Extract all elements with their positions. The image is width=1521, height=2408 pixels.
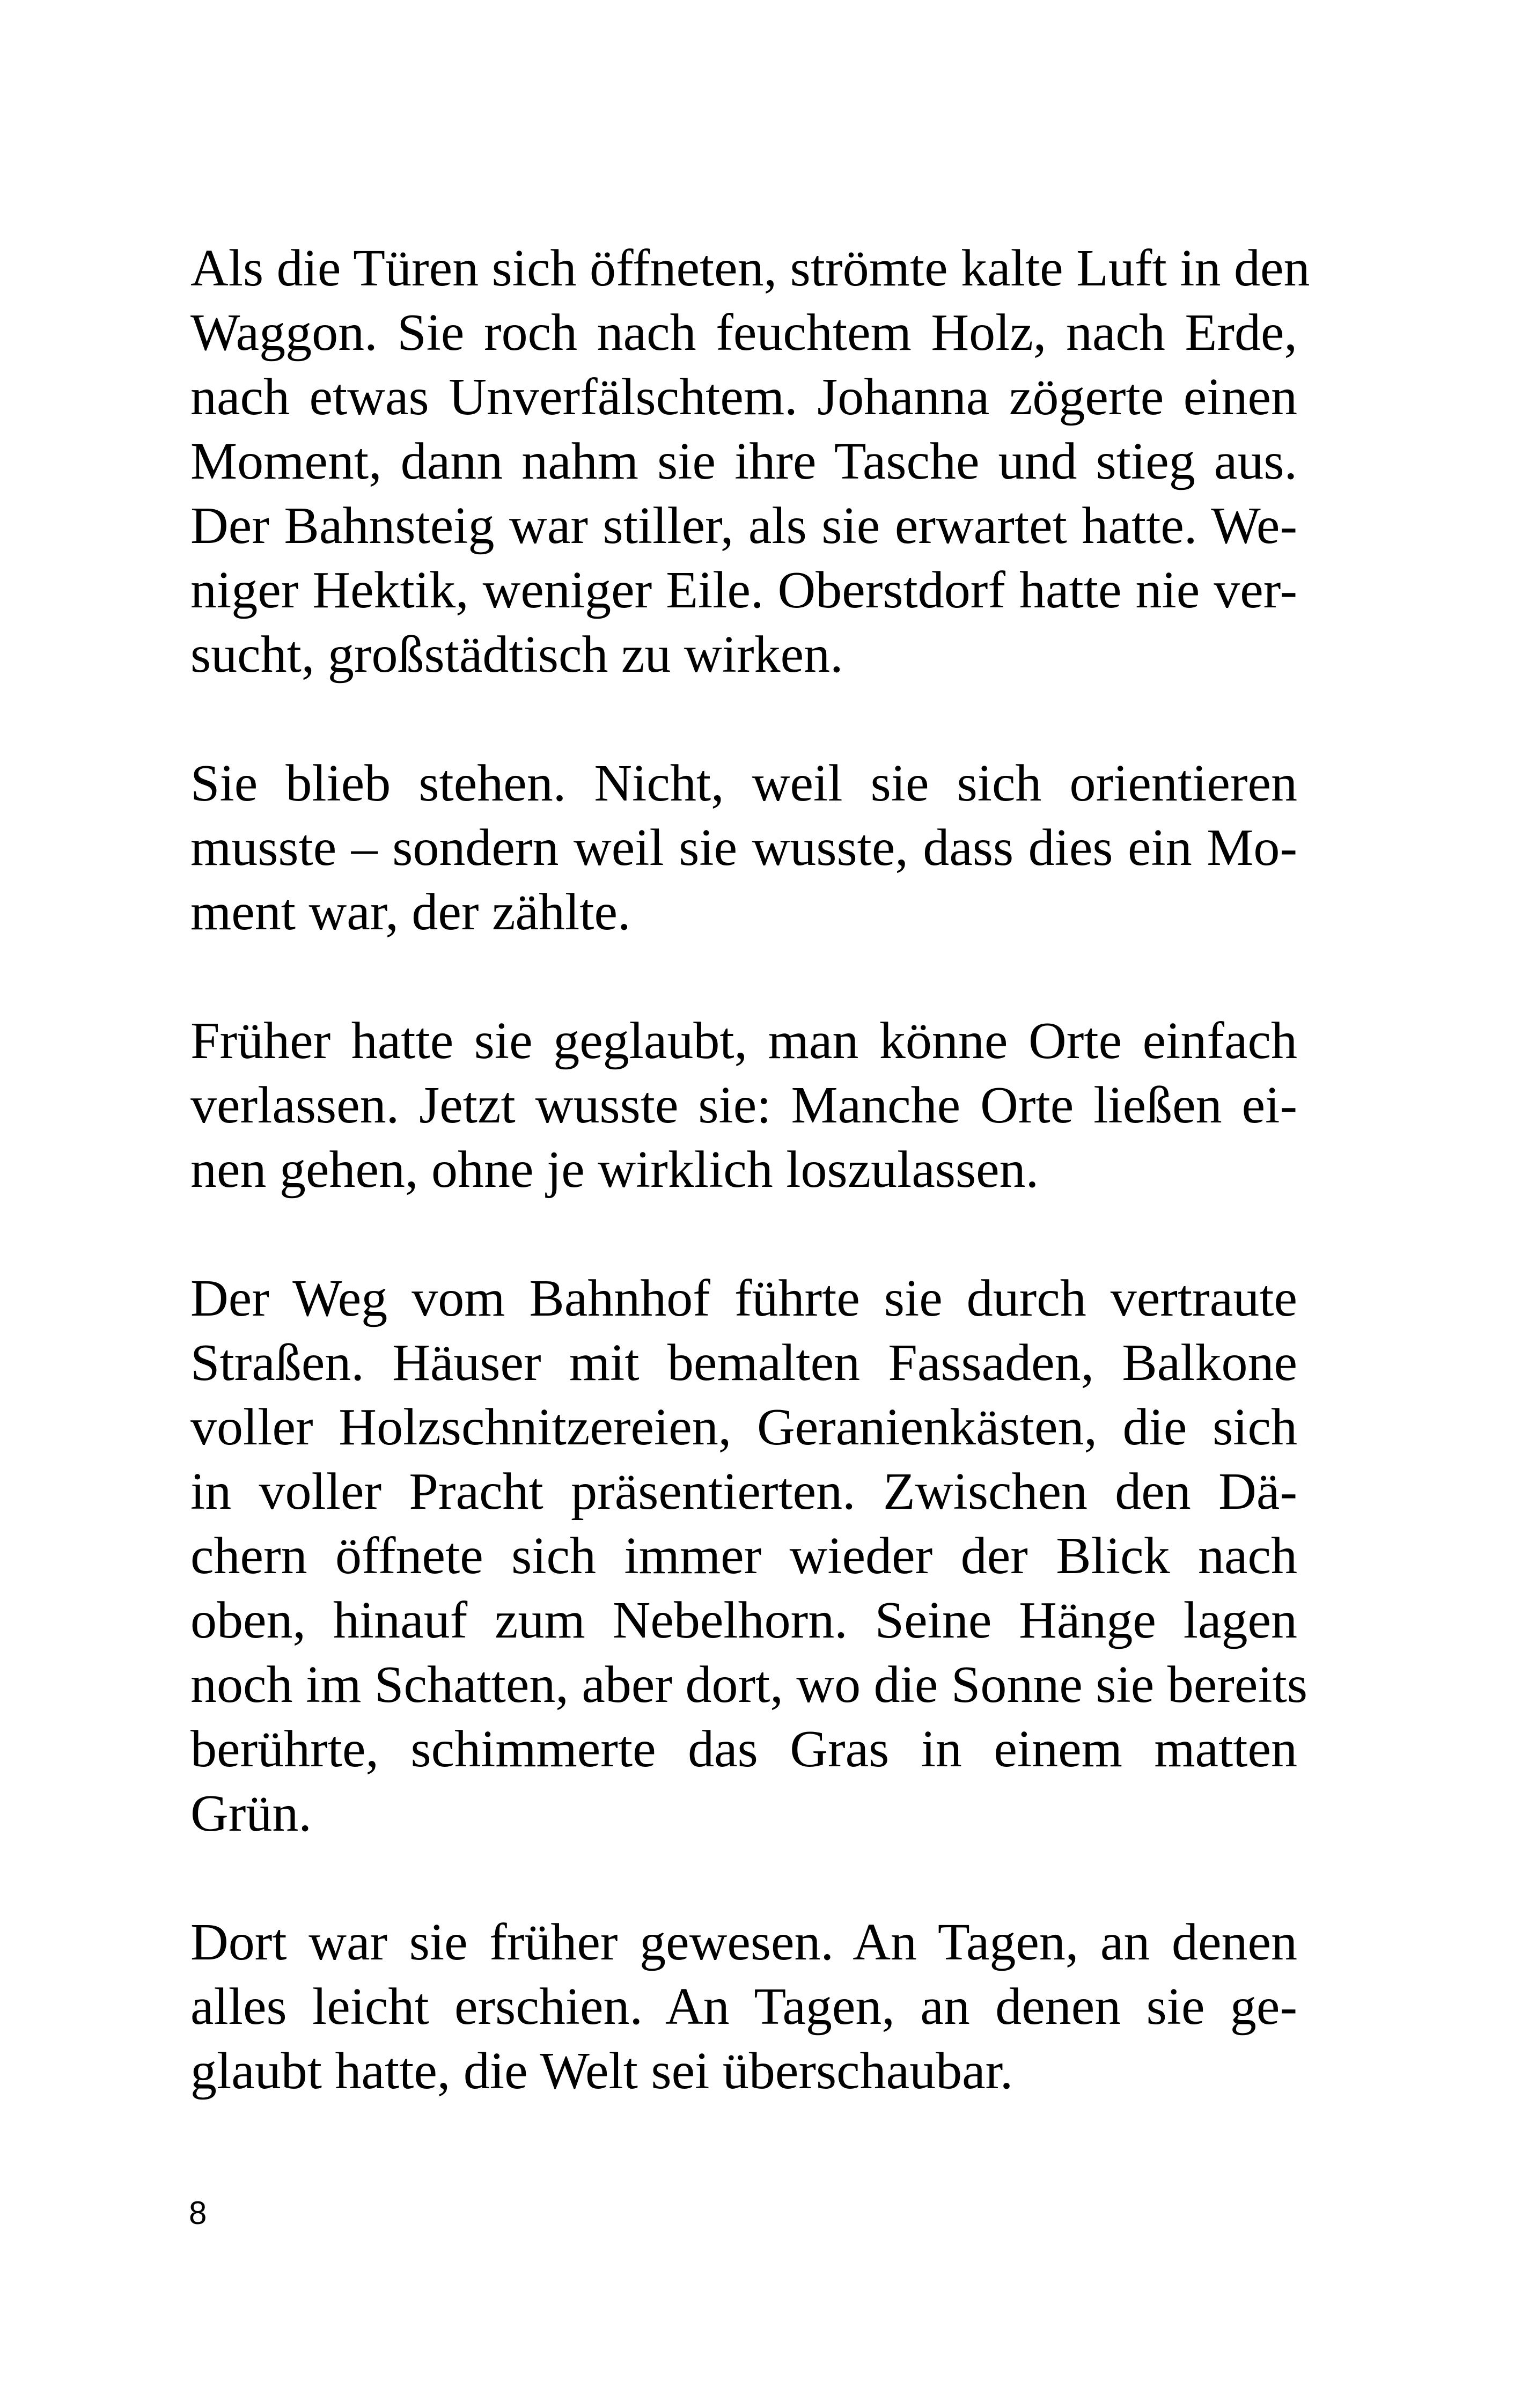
text-line: verlassen. Jetzt wusste sie: Manche Orte ließen ei- (190, 1076, 1297, 1134)
text-line: Der Bahnsteig war stiller, als sie erwartet hatte. We- (190, 497, 1297, 555)
page-number: 8 (189, 2195, 207, 2231)
paragraph-1 (190, 236, 1310, 687)
text-line: Früher hatte sie geglaubt, man könne Orte einfach (190, 1012, 1297, 1070)
text-line: niger Hektik, weniger Eile. Oberstdorf hatte nie ver- (190, 561, 1297, 619)
text-line: in voller Pracht präsentierten. Zwischen den Dä- (190, 1463, 1297, 1521)
text-line: chern öffnete sich immer wieder der Blick nach (190, 1527, 1297, 1585)
text-line: glaubt hatte, die Welt sei überschaubar. (190, 2042, 1013, 2100)
text-line: Straßen. Häuser mit bemalten Fassaden, Balkone (190, 1334, 1297, 1392)
text-line: Grün. (190, 1785, 312, 1842)
text-line: nach etwas Unverfälschtem. Johanna zögerte einen (190, 368, 1297, 426)
text-line: nen gehen, ohne je wirklich loszulassen. (190, 1141, 1039, 1199)
text-line: Als die Türen sich öffneten, strömte kalte Luft in den (190, 239, 1310, 297)
text-line: noch im Schatten, aber dort, wo die Sonne sie bereits (190, 1656, 1307, 1714)
text-line: ment war, der zählte. (190, 883, 631, 941)
paragraph-3 (190, 1009, 1297, 1202)
text-line: alles leicht erschien. An Tagen, an denen sie ge- (190, 1978, 1297, 2036)
paragraph-2 (190, 751, 1297, 944)
body-text (190, 236, 1310, 2168)
text-line: berührte, schimmerte das Gras in einem matten (190, 1720, 1297, 1778)
paragraph-4 (190, 1266, 1307, 1846)
paragraph-5 (190, 1910, 1297, 2103)
text-line: sucht, großstädtisch zu wirken. (190, 626, 843, 684)
text-line: Dort war sie früher gewesen. An Tagen, an denen (190, 1913, 1297, 1971)
text-line: Moment, dann nahm sie ihre Tasche und stieg aus. (190, 432, 1297, 490)
text-line: voller Holzschnitzereien, Geranienkästen, die sich (190, 1398, 1297, 1456)
text-line: Der Weg vom Bahnhof führte sie durch vertraute (190, 1269, 1297, 1327)
text-line: oben, hinauf zum Nebelhorn. Seine Hänge lagen (190, 1591, 1297, 1649)
text-line: Sie blieb stehen. Nicht, weil sie sich orientieren (190, 754, 1297, 812)
text-line: Waggon. Sie roch nach feuchtem Holz, nach Erde, (190, 304, 1297, 362)
text-line: musste – sondern weil sie wusste, dass dies ein Mo- (190, 819, 1297, 877)
